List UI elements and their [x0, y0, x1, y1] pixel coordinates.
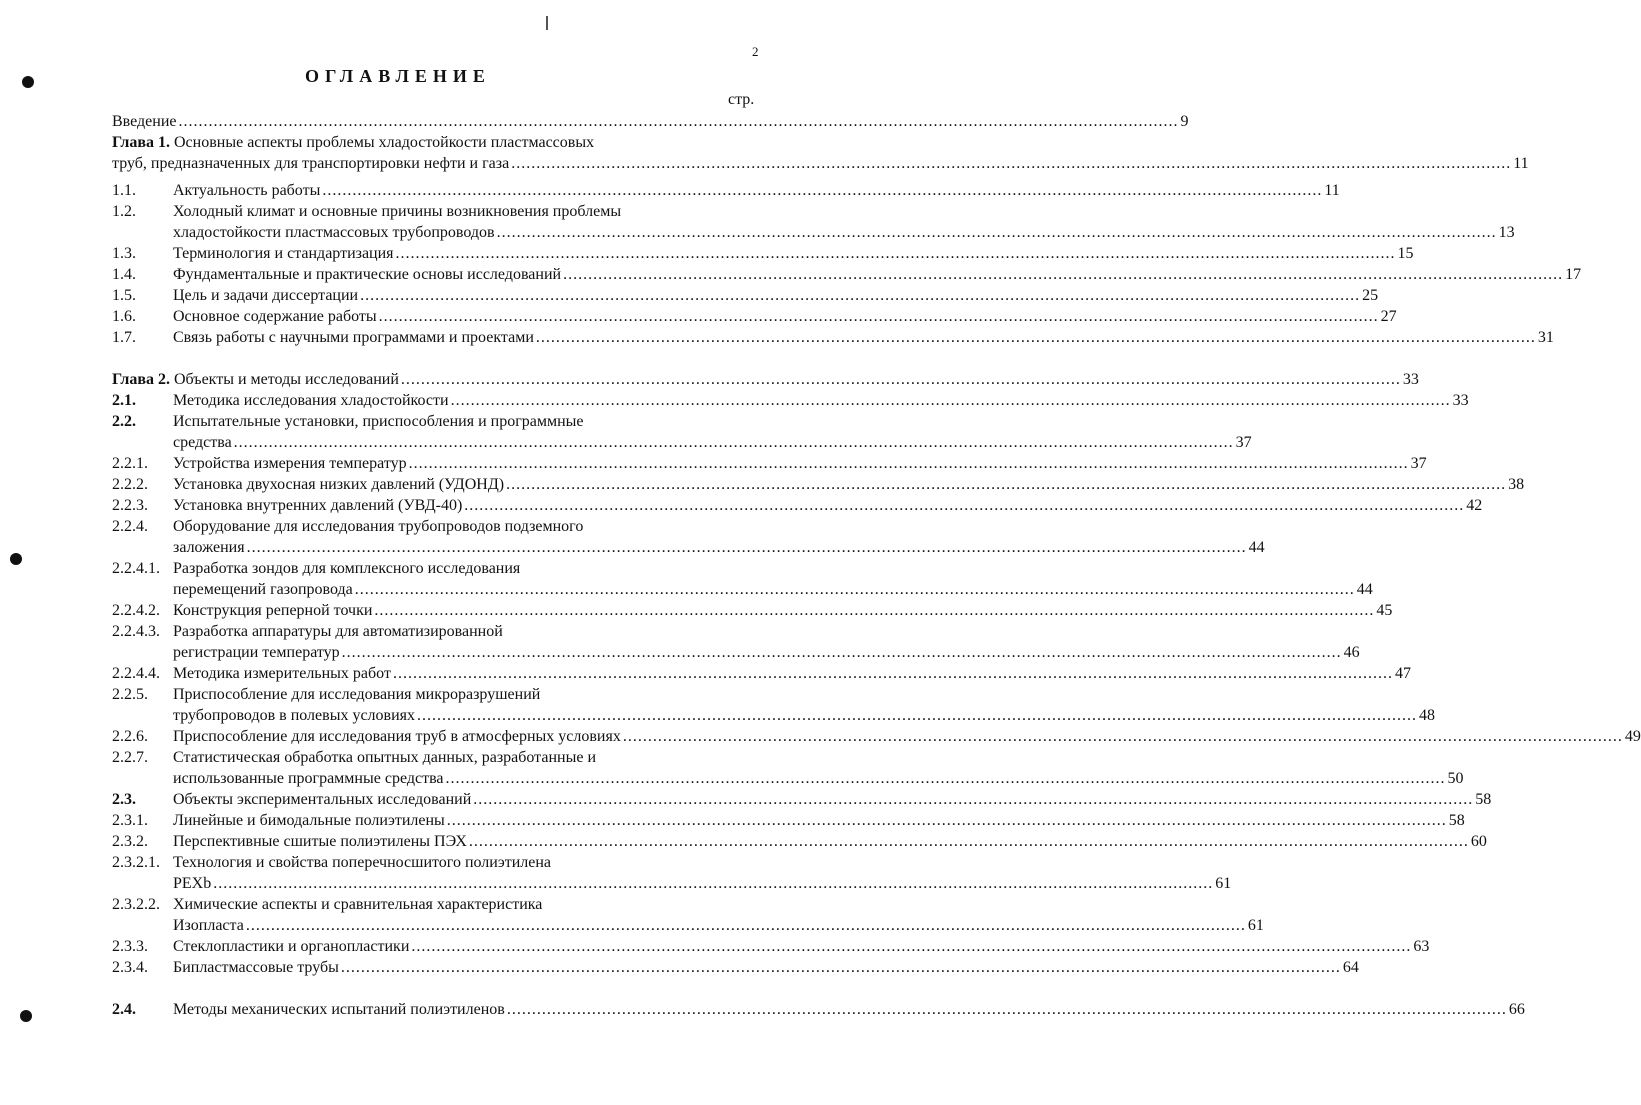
toc-page-number: 64	[1342, 959, 1359, 976]
toc-leader-dots	[451, 390, 1451, 411]
toc-entry[interactable]	[112, 831, 1487, 852]
toc-entry-line	[173, 537, 1265, 558]
toc-entry-line	[173, 747, 1464, 768]
toc-entry-line	[173, 222, 1515, 243]
toc-entry-text: Введение	[112, 113, 177, 130]
toc-entry-line	[173, 453, 1427, 474]
toc-page-number: 58	[1475, 791, 1492, 808]
toc-entry-text: РЕХb	[173, 875, 212, 892]
toc-entry-line	[173, 663, 1411, 684]
toc-entry-number: 2.2.	[112, 413, 136, 430]
toc-entry-text: Стеклопластики и органопластики	[173, 938, 410, 955]
toc-entry[interactable]	[112, 684, 1436, 726]
toc-leader-dots	[446, 768, 1446, 789]
toc-entry-number: 2.2.3.	[112, 497, 148, 514]
toc-entry-line	[173, 579, 1373, 600]
toc-leader-dots	[379, 306, 1379, 327]
toc-entry-text: Разработка зондов для комплексного исследования	[173, 560, 521, 577]
toc-page-number: 42	[1466, 497, 1483, 514]
toc-entry-text: Установка двухосная низких давлений (УДОНД)	[173, 476, 505, 493]
toc-entry-line	[173, 600, 1392, 621]
toc-entry-line	[173, 705, 1435, 726]
toc-entry[interactable]	[112, 810, 1465, 831]
toc-leader-dots	[506, 474, 1506, 495]
toc-entry-line	[173, 852, 1231, 873]
toc-entry[interactable]	[112, 327, 1554, 348]
toc-page-number: 44	[1356, 581, 1373, 598]
toc-entry-line	[112, 369, 1419, 390]
toc-entry-number: 2.3.2.2.	[112, 896, 160, 913]
toc-entry-text: Основное содержание работы	[173, 308, 377, 325]
toc-entry-line	[173, 432, 1252, 453]
toc-page-number: 33	[1452, 392, 1469, 409]
toc-entry-line	[173, 621, 1360, 642]
toc-page-number: 9	[1180, 113, 1189, 130]
toc-entry-line	[173, 474, 1524, 495]
toc-leader-dots	[623, 726, 1623, 747]
toc-entry-line	[173, 201, 1515, 222]
toc-page-number: 37	[1410, 455, 1427, 472]
toc-entry-line	[173, 726, 1641, 747]
toc-entry-number: 1.6.	[112, 308, 136, 325]
toc-entry[interactable]	[112, 852, 1232, 894]
toc-entry-number: 2.2.7.	[112, 749, 148, 766]
toc-leader-dots	[234, 432, 1234, 453]
toc-leader-dots	[322, 180, 1322, 201]
toc-entry-number: 2.2.2.	[112, 476, 148, 493]
toc-entry-text: Перспективные сшитые полиэтилены ПЭХ	[173, 833, 467, 850]
toc-page-number: 48	[1419, 707, 1436, 724]
toc-entry[interactable]	[112, 369, 1419, 390]
toc-entry-text: Конструкция реперной точки	[173, 602, 373, 619]
toc-entry[interactable]	[112, 474, 1525, 495]
toc-entry-text: перемещений газопровода	[173, 581, 353, 598]
toc-entry[interactable]	[112, 243, 1414, 264]
toc-leader-dots	[247, 537, 1247, 558]
toc-entry-number: 2.2.4.	[112, 518, 148, 535]
scan-mark-bottom	[20, 1010, 32, 1022]
toc-entry-line	[173, 831, 1487, 852]
toc-entry[interactable]	[112, 600, 1393, 621]
toc-leader-dots	[342, 642, 1342, 663]
toc-entry-line	[173, 999, 1525, 1020]
toc-entry-text: регистрации температур	[173, 644, 340, 661]
toc-entry-text: Основные аспекты проблемы хладостойкости пластмассовых	[170, 134, 595, 151]
toc-entry-text: Приспособление для исследования микроразрушений	[173, 686, 541, 703]
toc-page-number: 61	[1247, 917, 1264, 934]
toc-entry-line	[173, 894, 1264, 915]
toc-entry-number: 2.1.	[112, 392, 136, 409]
toc-entry-text: Объекты экспериментальных исследований	[173, 791, 472, 808]
toc-entry-number: 2.3.	[112, 791, 136, 808]
toc-entry-text: средства	[173, 434, 232, 451]
toc-leader-dots	[563, 264, 1563, 285]
toc-entry-text: Изопласта	[173, 917, 244, 934]
toc-page-number: 46	[1343, 644, 1360, 661]
toc-leader-dots	[213, 873, 1213, 894]
toc-leader-dots	[341, 957, 1341, 978]
toc-entry[interactable]	[112, 264, 1582, 285]
toc-entry-text: Бипластмассовые трубы	[173, 959, 339, 976]
toc-entry[interactable]	[112, 453, 1427, 474]
toc-entry-line	[173, 915, 1264, 936]
toc-page-number: 58	[1448, 812, 1465, 829]
toc-entry-number: 1.7.	[112, 329, 136, 346]
toc-entry-number: 2.2.4.3.	[112, 623, 160, 640]
toc-entry-text: Испытательные установки, приспособления и программные	[173, 413, 584, 430]
toc-entry[interactable]	[112, 495, 1483, 516]
toc-entry-text: Связь работы с научными программами и проектами	[173, 329, 534, 346]
toc-entry-text: Химические аспекты и сравнительная характеристика	[173, 896, 543, 913]
toc-entry-text: Приспособление для исследования труб в атмосферных условиях	[173, 728, 621, 745]
toc-entry-text: труб, предназначенных для транспортировки нефти и газа	[112, 155, 510, 172]
toc-chapter-label: Глава 2.	[112, 371, 170, 388]
toc-entry-line	[112, 111, 1189, 132]
toc-leader-dots	[355, 579, 1355, 600]
toc-entry-line	[173, 180, 1340, 201]
toc-entry[interactable]	[112, 936, 1430, 957]
toc-entry-text: Методика измерительных работ	[173, 665, 391, 682]
toc-page-number: 47	[1394, 665, 1411, 682]
toc-leader-dots	[246, 915, 1246, 936]
toc-entry[interactable]	[112, 411, 1252, 453]
toc-entry[interactable]	[112, 558, 1373, 600]
toc-leader-dots	[409, 453, 1409, 474]
toc-entry-number: 2.2.5.	[112, 686, 148, 703]
toc-leader-dots	[511, 153, 1511, 174]
toc-leader-dots	[536, 327, 1536, 348]
page-number: 2	[752, 44, 759, 59]
toc-page-number: 31	[1537, 329, 1554, 346]
toc-page-number: 60	[1470, 833, 1487, 850]
toc-page-number: 38	[1508, 476, 1525, 493]
toc-entry[interactable]	[112, 306, 1397, 327]
toc-entry-number: 1.3.	[112, 245, 136, 262]
toc-leader-dots	[417, 705, 1417, 726]
toc-entry-line	[173, 327, 1554, 348]
toc-entry-text: Объекты и методы исследований	[170, 371, 399, 388]
toc-entry-line	[173, 642, 1360, 663]
toc-entry-line	[173, 558, 1373, 579]
toc-page-number: 15	[1397, 245, 1414, 262]
toc-entry-text: Актуальность работы	[173, 182, 321, 199]
toc-page-number: 45	[1376, 602, 1393, 619]
toc-leader-dots	[464, 495, 1464, 516]
toc-page-number: 17	[1565, 266, 1582, 283]
toc-entry-line	[173, 306, 1397, 327]
toc-page-number: 11	[1324, 182, 1340, 199]
toc-leader-dots	[447, 810, 1447, 831]
toc-entry-line	[112, 132, 1529, 153]
toc-entry-number: 2.3.2.1.	[112, 854, 160, 871]
toc-chapter-label: Глава 1.	[112, 134, 170, 151]
scan-artifact-line	[546, 16, 548, 30]
toc-entry-number: 2.2.6.	[112, 728, 148, 745]
toc-entry-text: Холодный климат и основные причины возникновения проблемы	[173, 203, 622, 220]
toc-entry[interactable]	[112, 201, 1515, 243]
toc-entry[interactable]	[112, 999, 1525, 1020]
table-of-contents	[112, 111, 1641, 1020]
toc-page-number: 50	[1447, 770, 1464, 787]
toc-leader-dots	[179, 111, 1179, 132]
toc-entry[interactable]	[112, 285, 1379, 306]
toc-leader-dots	[393, 663, 1393, 684]
toc-entry-number: 2.4.	[112, 1001, 136, 1018]
toc-entry-line	[173, 873, 1231, 894]
toc-leader-dots	[396, 243, 1396, 264]
toc-leader-dots	[374, 600, 1374, 621]
toc-page-number: 27	[1380, 308, 1397, 325]
toc-entry-line	[173, 810, 1465, 831]
toc-page-number: 37	[1235, 434, 1252, 451]
toc-entry-line	[173, 957, 1359, 978]
toc-leader-dots	[360, 285, 1360, 306]
toc-entry-line	[173, 411, 1252, 432]
toc-entry-number: 2.2.4.2.	[112, 602, 160, 619]
toc-entry-text: Технология и свойства поперечносшитого полиэтилена	[173, 854, 552, 871]
toc-entry-line	[173, 768, 1464, 789]
toc-entry-text: хладостойкости пластмассовых трубопроводов	[173, 224, 495, 241]
toc-entry[interactable]	[112, 747, 1464, 789]
toc-entry-text: Фундаментальные и практические основы исследований	[173, 266, 562, 283]
toc-page-number: 44	[1248, 539, 1265, 556]
scan-mark-middle	[10, 553, 22, 565]
toc-entry-text: трубопроводов в полевых условиях	[173, 707, 416, 724]
toc-entry-number: 1.1.	[112, 182, 136, 199]
toc-leader-dots	[401, 369, 1401, 390]
page-title: ОГЛАВЛЕНИЕ	[305, 66, 491, 86]
toc-page-number: 25	[1362, 287, 1379, 304]
toc-leader-dots	[469, 831, 1469, 852]
toc-entry-line	[112, 153, 1529, 174]
toc-entry[interactable]	[112, 111, 1189, 132]
toc-page-number: 13	[1498, 224, 1515, 241]
toc-entry-number: 2.2.1.	[112, 455, 148, 472]
toc-entry-line	[173, 243, 1414, 264]
toc-entry-number: 2.3.2.	[112, 833, 148, 850]
toc-entry-number: 1.5.	[112, 287, 136, 304]
toc-entry-number: 2.2.4.1.	[112, 560, 160, 577]
toc-entry[interactable]	[112, 516, 1265, 558]
toc-entry-text: Линейные и бимодальные полиэтилены	[173, 812, 445, 829]
toc-entry-text: Установка внутренних давлений (УВД-40)	[173, 497, 463, 514]
toc-entry[interactable]	[112, 663, 1411, 684]
toc-entry-text: Методика исследования хладостойкости	[173, 392, 449, 409]
toc-entry-text: использованные программные средства	[173, 770, 444, 787]
toc-entry[interactable]	[112, 789, 1492, 810]
toc-entry-number: 2.3.3.	[112, 938, 148, 955]
toc-entry-line	[173, 495, 1482, 516]
toc-entry-line	[173, 516, 1265, 537]
toc-leader-dots	[473, 789, 1473, 810]
toc-entry-line	[173, 390, 1469, 411]
toc-entry[interactable]	[112, 390, 1469, 411]
toc-page-number: 49	[1624, 728, 1641, 745]
toc-entry[interactable]	[112, 180, 1340, 201]
toc-entry-line	[173, 789, 1491, 810]
toc-page-number: 11	[1513, 155, 1529, 172]
toc-leader-dots	[411, 936, 1411, 957]
toc-entry[interactable]	[112, 957, 1359, 978]
toc-page-number: 61	[1215, 875, 1232, 892]
toc-entry-number: 2.3.4.	[112, 959, 148, 976]
toc-entry-text: Статистическая обработка опытных данных, разработанные и	[173, 749, 596, 766]
toc-entry-number: 2.3.1.	[112, 812, 148, 829]
toc-entry-text: Оборудование для исследования трубопроводов подземного	[173, 518, 584, 535]
toc-entry[interactable]	[112, 726, 1641, 747]
toc-entry-line	[173, 264, 1581, 285]
toc-entry-line	[173, 285, 1378, 306]
toc-leader-dots	[507, 999, 1507, 1020]
toc-entry-text: Терминология и стандартизация	[173, 245, 394, 262]
toc-entry[interactable]	[112, 132, 1529, 174]
page-column-label: стр.	[728, 91, 755, 108]
toc-entry-number: 2.2.4.4.	[112, 665, 160, 682]
toc-spacer	[112, 978, 752, 999]
toc-entry-line	[173, 684, 1435, 705]
toc-page-number: 33	[1402, 371, 1419, 388]
toc-entry-line	[173, 936, 1429, 957]
toc-spacer	[112, 348, 752, 369]
toc-entry-number: 1.2.	[112, 203, 136, 220]
toc-entry[interactable]	[112, 621, 1360, 663]
toc-page-number: 66	[1508, 1001, 1525, 1018]
toc-leader-dots	[497, 222, 1497, 243]
toc-entry-text: Цель и задачи диссертации	[173, 287, 359, 304]
toc-entry-text: Устройства измерения температур	[173, 455, 407, 472]
toc-page-number: 63	[1413, 938, 1430, 955]
toc-entry-number: 1.4.	[112, 266, 136, 283]
toc-entry-text: Разработка аппаратуры для автоматизированной	[173, 623, 503, 640]
toc-entry-text: Методы механических испытаний полиэтиленов	[173, 1001, 505, 1018]
toc-entry[interactable]	[112, 894, 1264, 936]
toc-entry-text: заложения	[173, 539, 245, 556]
